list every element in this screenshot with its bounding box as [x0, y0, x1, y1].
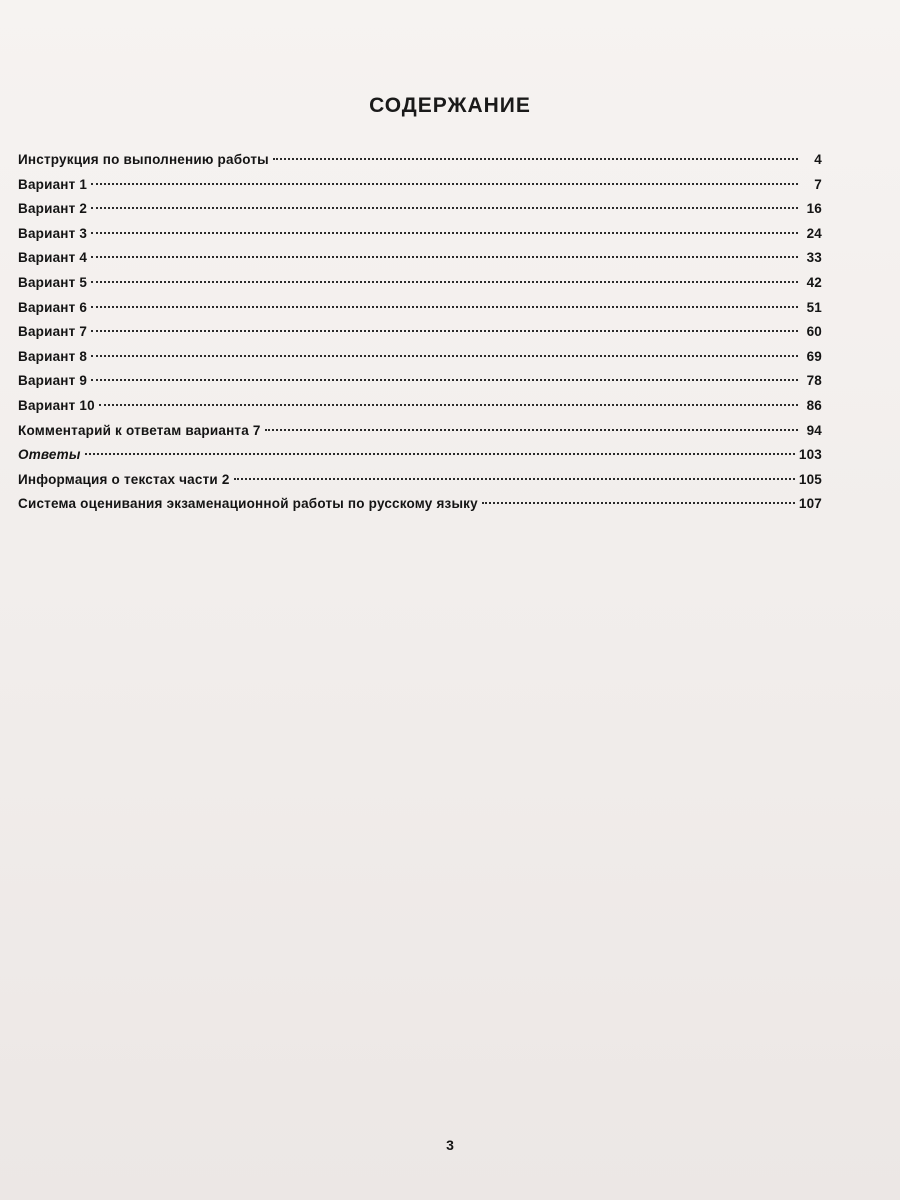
toc-entry-label: Вариант 7	[18, 324, 88, 340]
toc-entry-label: Информация о текстах части 2	[18, 471, 230, 487]
toc-dot-leader	[99, 404, 798, 406]
toc-entry-page: 78	[806, 373, 822, 389]
toc-entry-label: Вариант 8	[18, 348, 88, 364]
toc-entry-label: Вариант 9	[18, 373, 88, 389]
toc-entry	[18, 275, 822, 300]
toc-entry	[18, 423, 822, 448]
toc-entry-label: Вариант 4	[18, 250, 88, 266]
table-of-contents	[18, 152, 822, 521]
toc-entry-label: Ответы	[18, 447, 81, 463]
toc-entry-page: 105	[798, 471, 822, 487]
toc-entry-page: 51	[806, 299, 822, 315]
toc-entry	[18, 496, 822, 521]
toc-entry	[18, 447, 822, 472]
toc-entry-label: Вариант 5	[18, 274, 88, 290]
toc-entry	[18, 152, 822, 177]
toc-entry-page: 7	[814, 176, 822, 192]
toc-entry-label: Инструкция по выполнению работы	[18, 152, 269, 167]
toc-dot-leader	[91, 379, 798, 381]
toc-entry-page: 16	[806, 201, 822, 217]
toc-dot-leader	[234, 478, 795, 480]
toc-dot-leader	[265, 429, 798, 431]
toc-entry	[18, 300, 822, 325]
toc-entry-page: 107	[798, 496, 822, 512]
toc-entry	[18, 349, 822, 374]
toc-entry	[18, 226, 822, 251]
toc-entry-label: Система оценивания экзаменационной работы по русскому языку	[18, 496, 478, 512]
toc-entry	[18, 250, 822, 275]
toc-dot-leader	[91, 256, 798, 258]
toc-dot-leader	[91, 183, 798, 185]
toc-entry	[18, 201, 822, 226]
page-number: 3	[446, 1137, 454, 1153]
toc-dot-leader	[91, 232, 798, 234]
toc-entry	[18, 324, 822, 349]
toc-entry	[18, 177, 822, 202]
toc-dot-leader	[91, 281, 798, 283]
toc-entry-label: Вариант 10	[18, 397, 95, 413]
toc-entry-page: 4	[814, 152, 822, 167]
toc-dot-leader	[91, 355, 798, 357]
toc-dot-leader	[482, 502, 795, 504]
toc-entry-page: 42	[806, 274, 822, 290]
toc-entry-label: Комментарий к ответам варианта 7	[18, 422, 261, 438]
toc-entry-label: Вариант 1	[18, 176, 88, 192]
page-title: СОДЕРЖАНИЕ	[369, 94, 531, 117]
toc-entry-page: 69	[806, 348, 822, 364]
toc-entry	[18, 472, 822, 497]
toc-entry-label: Вариант 2	[18, 201, 88, 217]
toc-dot-leader	[273, 158, 798, 160]
toc-dot-leader	[91, 330, 798, 332]
toc-dot-leader	[91, 306, 798, 308]
toc-entry-label: Вариант 6	[18, 299, 88, 315]
toc-entry-page: 33	[806, 250, 822, 266]
toc-entry-page: 86	[806, 397, 822, 413]
toc-dot-leader	[91, 207, 798, 209]
toc-entry-label: Вариант 3	[18, 225, 88, 241]
toc-entry	[18, 373, 822, 398]
toc-dot-leader	[85, 453, 795, 455]
toc-entry-page: 60	[806, 324, 822, 340]
toc-entry-page: 103	[798, 447, 822, 463]
toc-entry-page: 94	[806, 422, 822, 438]
toc-entry	[18, 398, 822, 423]
toc-entry-page: 24	[806, 225, 822, 241]
